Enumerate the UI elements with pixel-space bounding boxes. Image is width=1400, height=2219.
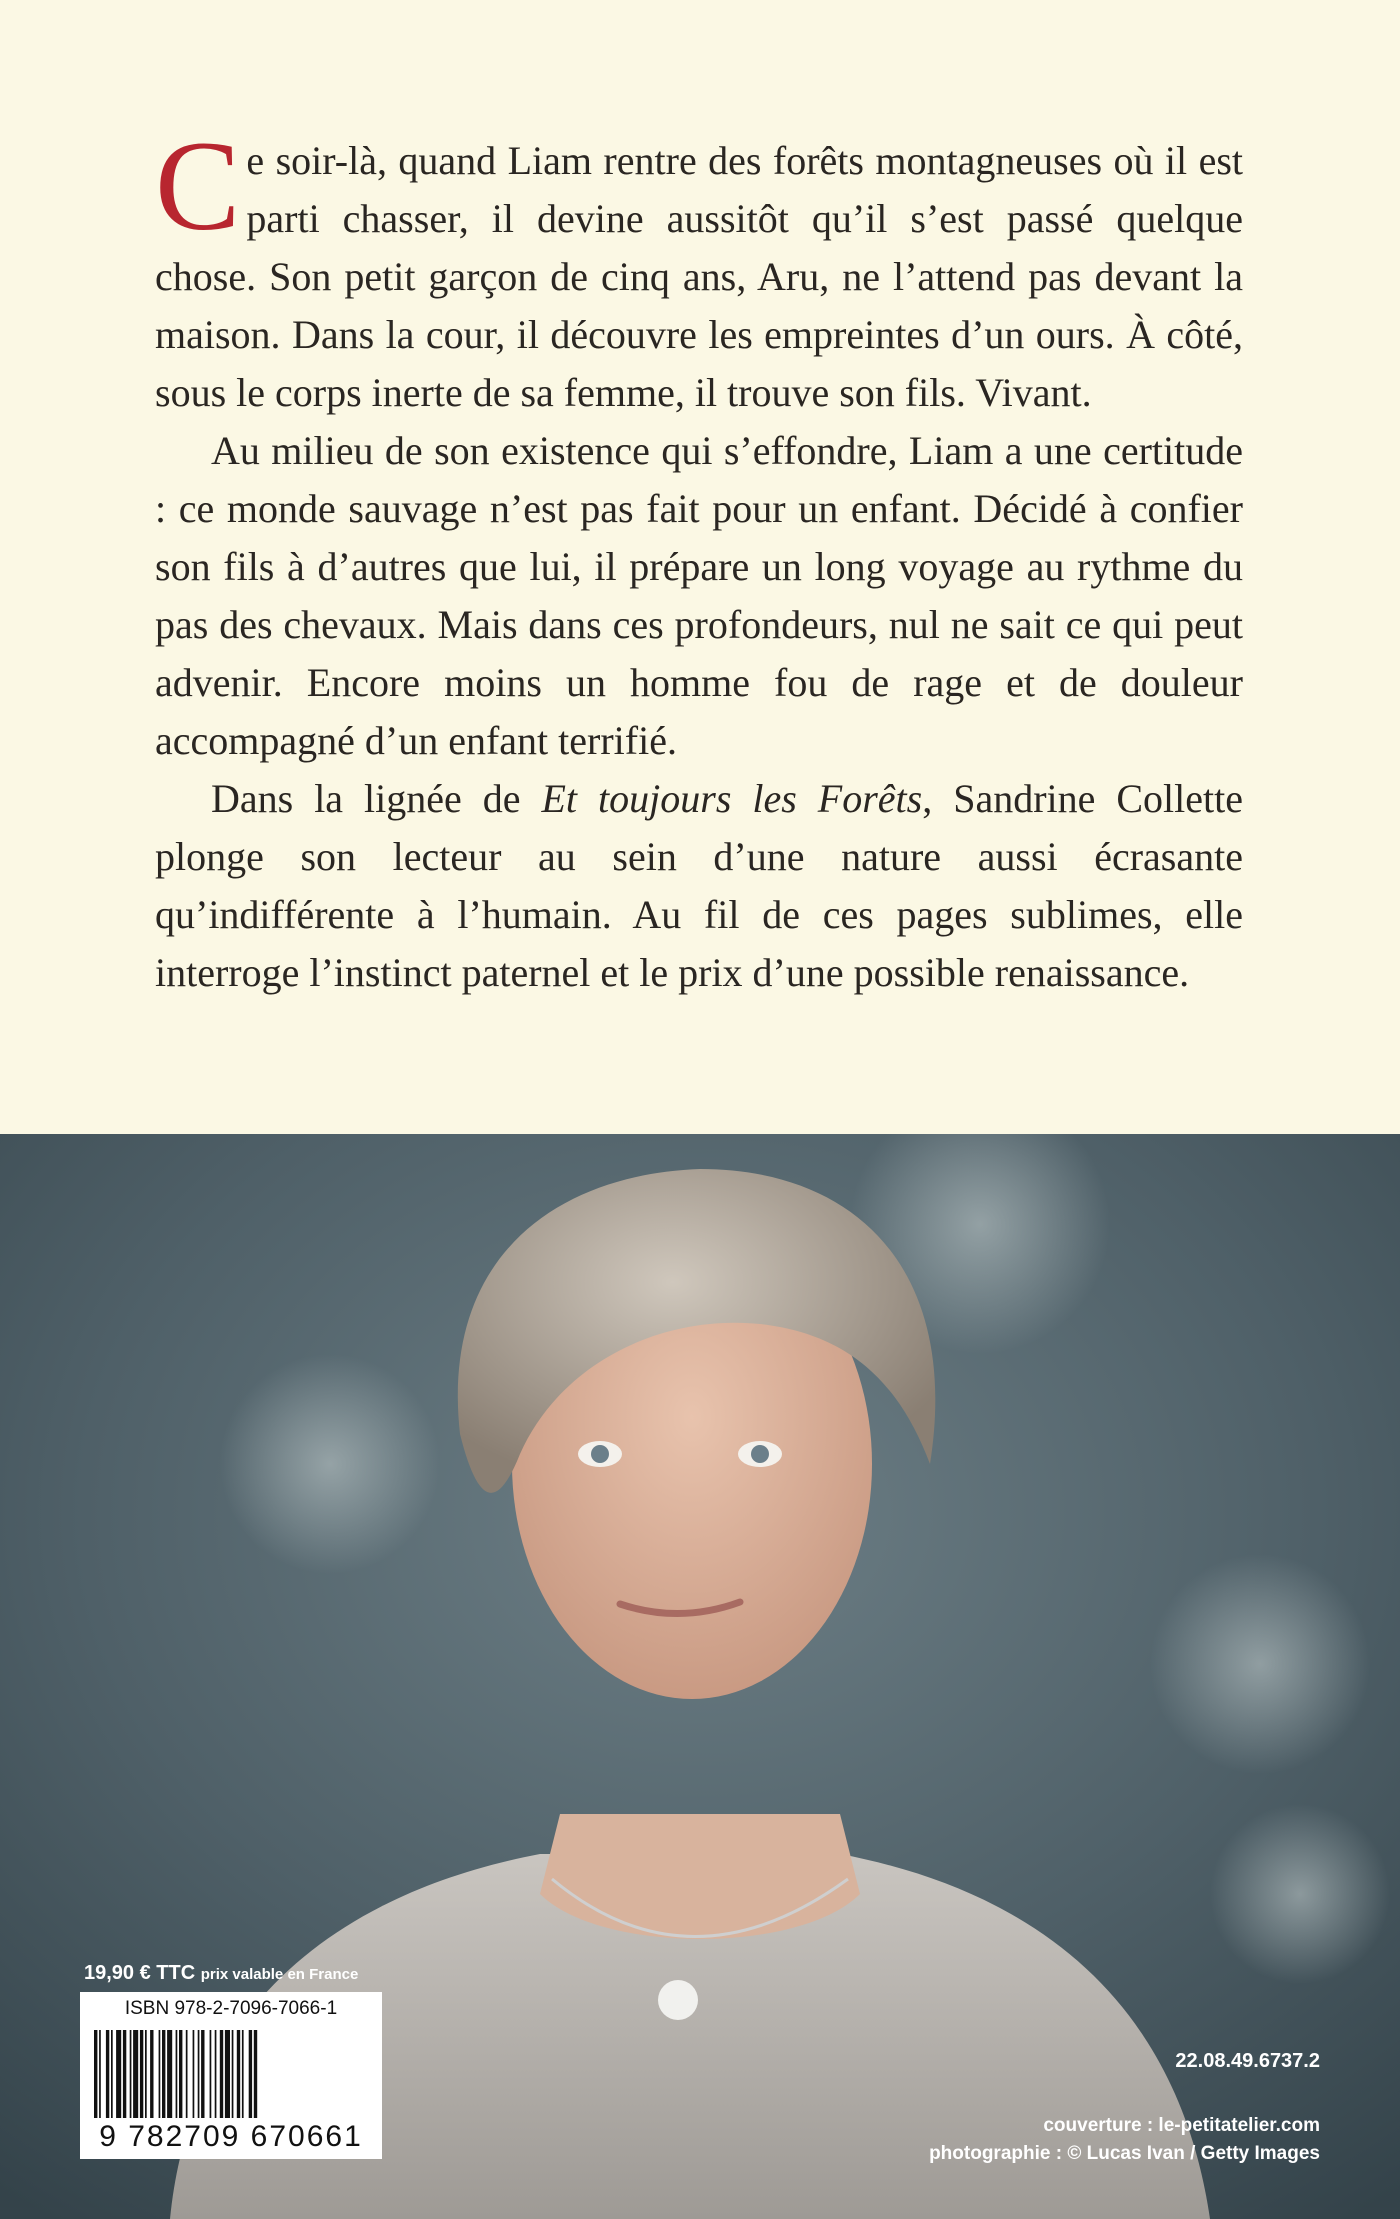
barcode-bar (215, 2030, 217, 2118)
barcode-bar (220, 2030, 223, 2118)
barcode-bar (198, 2030, 200, 2118)
barcode-bar (140, 2030, 143, 2118)
barcode (90, 2030, 372, 2122)
barcode-bar (176, 2030, 178, 2118)
barcode-bar (111, 2030, 113, 2118)
blurb-paragraph-3 (155, 770, 1243, 1002)
price-label (84, 1962, 358, 1985)
barcode-bar (225, 2030, 230, 2118)
blurb-paragraph-2: Au milieu de son existence qui s’effondre, Liam a une certitude : ce monde sauvage n’est pas fait pour un enfant. Décidé à confier son fils à d’autres que lui, il prépare un long voyage au rythme du pas des chevaux. Mais dans ces profondeurs, nul ne sait ce qui peut advenir. Encore moins un homme fou de rage et de douleur accompagné d’un enfant terrifié. (155, 428, 1243, 763)
barcode-bar (133, 2030, 138, 2118)
barcode-bar (254, 2030, 257, 2118)
price-note: prix valable en France (200, 1966, 359, 1983)
photo-credit: photographie : © Lucas Ivan / Getty Images (929, 2143, 1320, 2164)
catalog-code: 22.08.49.6737.2 (1175, 2050, 1320, 2072)
barcode-bar (237, 2030, 240, 2118)
barcode-bar (186, 2030, 188, 2118)
isbn-label: ISBN 978-2-7096-7066-1 (124, 1998, 338, 2019)
barcode-bar (162, 2030, 165, 2118)
barcode-bar (193, 2030, 195, 2118)
barcode-bar (159, 2030, 161, 2118)
blurb-p3-rest: , Sandrine Collette plonge son lecteur au sein d’une nature aussi écrasante qu’indifférente à l’humain. Au fil de ces pages sublimes, elle interroge l’instinct paternel et le prix d’une possible renaissance. (155, 776, 1243, 995)
blurb-paragraph-1 (155, 132, 1243, 422)
barcode-bar (210, 2030, 212, 2118)
blurb-p3-lead: Dans la lignée de (211, 776, 542, 821)
barcode-bar (94, 2030, 97, 2118)
cover-credit: couverture : le-petitatelier.com (1043, 2115, 1320, 2136)
credits (929, 2112, 1320, 2168)
barcode-bar (150, 2030, 153, 2118)
barcode-bar (242, 2030, 244, 2118)
book-title-reference: Et toujours les Forêts (541, 776, 923, 821)
barcode-bar (116, 2030, 121, 2118)
barcode-bar (130, 2030, 132, 2118)
barcode-bar (179, 2030, 182, 2118)
barcode-bar (145, 2030, 147, 2118)
price-amount: 19,90 € TTC (84, 1962, 196, 1984)
barcode-bar (99, 2030, 101, 2118)
blurb-paragraph-1-text: e soir-là, quand Liam rentre des forêts montagneuses où il est parti chasser, il devine aussitôt qu’il s’est passé quelque chose. Son petit garçon de cinq ans, Aru, ne l’attend pas devant la maison. Dans la cour, il découvre les empreintes d’un ours. À côté, sous le corps inerte de sa femme, il trouve son fils. Vivant. (155, 138, 1243, 415)
blurb-text (155, 132, 1243, 1130)
barcode-bar (123, 2030, 126, 2118)
barcode-bar (106, 2030, 109, 2118)
barcode-box (80, 1992, 382, 2159)
barcode-digits: 9 782709 670661 (99, 2120, 363, 2153)
barcode-bar (249, 2030, 252, 2118)
barcode-bar (232, 2030, 234, 2118)
barcode-bar (201, 2030, 204, 2118)
barcode-bar (167, 2030, 172, 2118)
drop-cap: C (155, 132, 241, 257)
